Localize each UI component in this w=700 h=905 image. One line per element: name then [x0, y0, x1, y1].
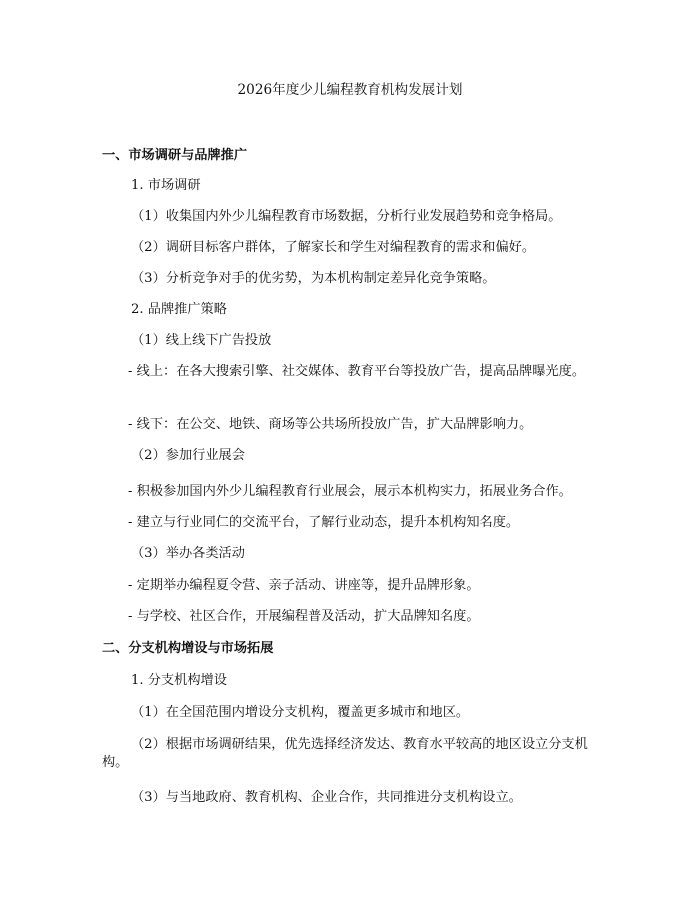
group-heading-trade-shows: （2）参加行业展会: [131, 448, 245, 463]
document-title: 2026年度少儿编程教育机构发展计划: [237, 82, 463, 98]
subsection-heading-market-research: 1. 市场调研: [131, 178, 201, 193]
subsection-heading-brand-strategy: 2. 品牌推广策略: [131, 302, 227, 317]
list-item: （2）调研目标客户群体，了解家长和学生对编程教育的需求和偏好。: [131, 240, 536, 255]
list-item: （1）在全国范围内增设分支机构，覆盖更多城市和地区。: [131, 705, 470, 720]
bullet-item: - 积极参加国内外少儿编程教育行业展会，展示本机构实力，拓展业务合作。: [128, 484, 572, 499]
bullet-item: - 线下：在公交、地铁、商场等公共场所投放广告，扩大品牌影响力。: [128, 417, 533, 432]
bullet-item: - 定期举办编程夏令营、亲子活动、讲座等，提升品牌形象。: [128, 578, 480, 593]
group-heading-events: （3）举办各类活动: [131, 546, 245, 561]
subsection-heading-branch-setup: 1. 分支机构增设: [131, 673, 227, 688]
list-item: （3）与当地政府、教育机构、企业合作，共同推进分支机构设立。: [131, 790, 522, 805]
list-item: （2）根据市场调研结果，优先选择经济发达、教育水平较高的地区设立分支机构。: [102, 737, 588, 770]
bullet-item: - 线上：在各大搜索引擎、社交媒体、教育平台等投放广告，提高品牌曝光度。: [128, 364, 586, 379]
list-item: （3）分析竞争对手的优劣势，为本机构制定差异化竞争策略。: [131, 271, 496, 286]
bullet-item: - 与学校、社区合作，开展编程普及活动，扩大品牌知名度。: [128, 609, 480, 624]
section-heading-branch-expansion: 二、分支机构增设与市场拓展: [102, 641, 274, 656]
section-heading-market-research-branding: 一、市场调研与品牌推广: [102, 148, 248, 163]
list-item: （1）收集国内外少儿编程教育市场数据，分析行业发展趋势和竞争格局。: [131, 209, 562, 224]
bullet-item: - 建立与行业同仁的交流平台，了解行业动态，提升本机构知名度。: [128, 515, 520, 530]
group-heading-advertising: （1）线上线下广告投放: [131, 333, 272, 348]
